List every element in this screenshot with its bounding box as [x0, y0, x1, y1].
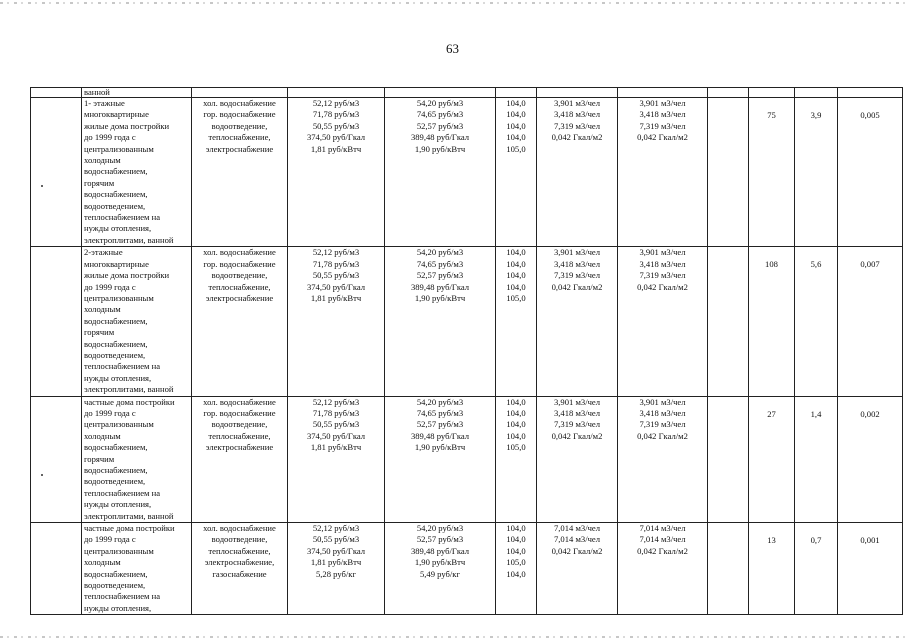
category-line: холодным	[84, 304, 121, 315]
norm-new-line: 3,418 м3/чел	[639, 407, 686, 418]
tariff-old-line: 52,12 руб/м3	[312, 98, 360, 108]
share-cell: 5,6	[795, 247, 838, 396]
index-line: 104,0	[506, 109, 526, 120]
value-cell: 0,007	[838, 247, 903, 396]
index-line: 104,0	[506, 534, 526, 545]
category-line: водоотведением,	[84, 476, 146, 487]
norm-new-line: 3,901 м3/чел	[639, 247, 686, 258]
tariff-new-cell	[385, 523, 496, 615]
index-line: 104,0	[506, 120, 526, 131]
norm-old-line: 0,042 Гкал/м2	[551, 430, 603, 441]
norm-old-line: 3,901 м3/чел	[553, 98, 601, 108]
marker-cell	[31, 523, 82, 615]
norm-old-line: 0,042 Гкал/м2	[551, 545, 603, 556]
services-line: теплоснабжение,	[208, 132, 271, 143]
services-cell	[192, 396, 288, 522]
category-line: до 1999 года с	[84, 132, 136, 143]
empty-cell	[708, 523, 749, 615]
category-line: 1- этажные	[84, 98, 125, 108]
marker-cell	[31, 98, 82, 247]
empty-cell	[708, 247, 749, 396]
index-cell	[496, 247, 537, 396]
tariff-new-cell	[385, 98, 496, 247]
marker-cell	[31, 88, 82, 98]
count-cell: 108	[749, 247, 795, 396]
table-row	[31, 98, 903, 247]
tariff-old-line: 374,50 руб/Гкал	[306, 430, 366, 441]
category-line: холодным	[84, 557, 121, 568]
tariff-old-line: 50,55 руб/м3	[312, 120, 360, 131]
continuation-row	[31, 88, 903, 98]
tariff-new-line: 52,57 руб/м3	[416, 534, 464, 545]
category-line: многоквартирные	[84, 109, 149, 120]
index-line: 104,0	[506, 270, 526, 281]
index-line: 105,0	[506, 292, 526, 303]
norm-old-cell	[537, 396, 618, 522]
norm-old-line: 7,319 м3/чел	[553, 270, 601, 281]
table-row	[31, 247, 903, 396]
tariff-old-line: 1,81 руб/кВтч	[310, 557, 362, 568]
services-line: хол. водоснабжение	[203, 247, 276, 258]
tariff-old-line: 50,55 руб/м3	[312, 534, 360, 545]
category-line: водоснабжением,	[84, 166, 148, 177]
tariff-new-line: 74,65 руб/м3	[416, 258, 464, 269]
scan-dot	[41, 474, 43, 476]
index-line: 104,0	[506, 281, 526, 292]
tariff-old-line: 5,28 руб/кг	[315, 568, 356, 579]
category-line: водоотведением,	[84, 200, 146, 211]
services-line: электроснабжение,	[204, 557, 275, 568]
share-cell: 0,7	[795, 523, 838, 615]
index-line: 104,0	[506, 523, 526, 534]
category-line: водоснабжением,	[84, 315, 148, 326]
services-line: хол. водоснабжение	[203, 98, 276, 108]
tariff-new-line: 74,65 руб/м3	[416, 109, 464, 120]
norm-old-line: 3,901 м3/чел	[553, 247, 601, 258]
category-line: горячим	[84, 327, 115, 338]
norm-new-line: 7,319 м3/чел	[639, 270, 686, 281]
services-cell	[192, 98, 288, 247]
tariff-new-line: 54,20 руб/м3	[416, 247, 464, 258]
table-row	[31, 523, 903, 615]
services-line: теплоснабжение,	[208, 430, 271, 441]
category-line: теплоснабжением на	[84, 487, 161, 498]
norm-new-line: 0,042 Гкал/м2	[637, 132, 688, 143]
category-line: водоотведением,	[84, 580, 146, 591]
norm-old-line: 3,418 м3/чел	[553, 407, 601, 418]
value-cell: 0,001	[838, 523, 903, 615]
tariff-old-cell	[288, 523, 385, 615]
category-line: водоснабжением,	[84, 465, 148, 475]
norm-old-line: 7,014 м3/чел	[553, 523, 601, 534]
category-line: централизованным	[84, 292, 154, 303]
index-line: 105,0	[506, 442, 526, 453]
category-line: водоснабжением,	[84, 189, 148, 200]
norm-old-line: 7,319 м3/чел	[553, 120, 601, 131]
tariff-old-line: 71,78 руб/м3	[312, 258, 360, 269]
services-line: хол. водоснабжение	[203, 396, 276, 407]
tariff-old-line: 52,12 руб/м3	[312, 247, 360, 258]
category-line: до 1999 года с	[84, 407, 136, 418]
tariff-old-line: 374,50 руб/Гкал	[306, 281, 366, 292]
share-cell: 3,9	[795, 98, 838, 247]
norm-new-cell	[618, 247, 708, 396]
norm-new-line: 0,042 Гкал/м2	[637, 281, 688, 292]
marker-cell	[31, 396, 82, 522]
tariff-new-line: 1,90 руб/кВтч	[414, 143, 466, 154]
tariff-new-line: 5,49 руб/кг	[419, 568, 460, 579]
category-line: теплоснабжением на	[84, 591, 161, 602]
tariff-new-cell	[385, 247, 496, 396]
tariff-new-line: 1,90 руб/кВтч	[414, 557, 466, 568]
index-line: 104,0	[506, 247, 526, 258]
category-line: частные дома постройки	[84, 523, 175, 534]
category-line: водоснабжением,	[84, 442, 148, 453]
value-cell: 0,005	[838, 98, 903, 247]
category-line: многоквартирные	[84, 258, 149, 269]
services-line: электроснабжение	[205, 442, 274, 453]
count-cell: 13	[749, 523, 795, 615]
table-body	[31, 88, 903, 615]
index-line: 104,0	[506, 419, 526, 430]
tariff-new-line: 54,20 руб/м3	[416, 523, 464, 534]
category-line: до 1999 года с	[84, 281, 136, 292]
tariff-old-cell	[288, 98, 385, 247]
category-line: жилые дома постройки	[84, 120, 170, 131]
tariff-old-line: 71,78 руб/м3	[312, 109, 360, 120]
services-line: водоотведение,	[211, 534, 268, 545]
norm-new-cell	[618, 396, 708, 522]
category-line: нужды отопления,	[84, 499, 152, 510]
category-line: горячим	[84, 177, 115, 188]
services-line: теплоснабжение,	[208, 281, 271, 292]
norm-old-cell	[537, 247, 618, 396]
category-line: электроплитами, ванной	[84, 384, 174, 395]
category-line: холодным	[84, 155, 121, 166]
category-line: нужды отопления,	[84, 602, 152, 613]
empty-cell	[708, 396, 749, 522]
category-cell	[82, 396, 192, 522]
services-line: водоотведение,	[211, 419, 268, 430]
tariff-new-line: 389,48 руб/Гкал	[410, 545, 470, 556]
index-line: 104,0	[506, 98, 526, 108]
index-line: 105,0	[506, 557, 526, 568]
services-cell	[192, 247, 288, 396]
tariff-old-line: 52,12 руб/м3	[312, 523, 360, 534]
tariff-old-cell	[288, 247, 385, 396]
index-cell	[496, 396, 537, 522]
index-line: 104,0	[506, 132, 526, 143]
tariff-new-line: 52,57 руб/м3	[416, 419, 464, 430]
category-line: теплоснабжением на	[84, 361, 161, 372]
category-line: до 1999 года с	[84, 534, 136, 545]
norm-old-line: 0,042 Гкал/м2	[551, 281, 603, 292]
empty-cell	[708, 98, 749, 247]
tariff-new-line: 54,20 руб/м3	[416, 98, 464, 108]
index-line: 104,0	[506, 258, 526, 269]
services-line: гор. водоснабжение	[203, 407, 276, 418]
value-cell: 0,002	[838, 396, 903, 522]
tariff-new-line: 52,57 руб/м3	[416, 270, 464, 281]
marker-cell	[31, 247, 82, 396]
tariff-old-line: 1,81 руб/кВтч	[310, 442, 362, 453]
services-line: гор. водоснабжение	[203, 109, 276, 120]
tariff-table	[30, 87, 903, 615]
category-cell	[82, 247, 192, 396]
tariff-old-cell	[288, 396, 385, 522]
category-line: теплоснабжением на	[84, 212, 161, 223]
tariff-old-line: 71,78 руб/м3	[312, 407, 360, 418]
category-line: электроплитами, ванной	[84, 234, 174, 245]
index-cell	[496, 523, 537, 615]
category-line: горячим	[84, 453, 115, 464]
tariff-new-line: 52,57 руб/м3	[416, 120, 464, 131]
norm-new-line: 3,418 м3/чел	[639, 258, 686, 269]
services-line: электроснабжение	[205, 292, 274, 303]
norm-new-line: 3,901 м3/чел	[639, 396, 686, 407]
category-line: нужды отопления,	[84, 372, 152, 383]
services-line: теплоснабжение,	[208, 545, 271, 556]
services-line: хол. водоснабжение	[203, 523, 276, 534]
services-cell	[192, 523, 288, 615]
services-line: гор. водоснабжение	[203, 258, 276, 269]
norm-old-line: 3,901 м3/чел	[553, 396, 601, 407]
tariff-old-line: 1,81 руб/кВтч	[310, 143, 362, 154]
page-number: 63	[446, 41, 459, 56]
norm-old-cell	[537, 523, 618, 615]
category-line: нужды отопления,	[84, 223, 152, 234]
tariff-old-line: 374,50 руб/Гкал	[306, 545, 366, 556]
tariff-new-line: 1,90 руб/кВтч	[414, 292, 466, 303]
norm-old-line: 7,014 м3/чел	[553, 534, 601, 545]
tariff-old-line: 1,81 руб/кВтч	[310, 292, 362, 303]
norm-old-cell	[537, 98, 618, 247]
norm-new-line: 7,319 м3/чел	[639, 120, 686, 131]
services-line: водоотведение,	[211, 120, 268, 131]
scan-top-edge	[0, 2, 905, 4]
tariff-old-line: 50,55 руб/м3	[312, 270, 360, 281]
norm-new-line: 7,319 м3/чел	[639, 419, 686, 430]
scan-bottom-edge	[0, 636, 905, 638]
services-line: газоснабжение	[212, 568, 267, 579]
norm-old-line: 3,418 м3/чел	[553, 258, 601, 269]
norm-new-line: 3,901 м3/чел	[639, 98, 686, 108]
tariff-new-cell	[385, 396, 496, 522]
index-line: 105,0	[506, 143, 526, 154]
index-line: 104,0	[506, 568, 526, 579]
tariff-old-line: 52,12 руб/м3	[312, 396, 360, 407]
category-line: водоснабжением,	[84, 568, 148, 579]
scan-dot	[41, 185, 43, 187]
index-line: 104,0	[506, 396, 526, 407]
continuation-text: ванной	[82, 88, 192, 98]
category-line: 2-этажные	[84, 247, 123, 258]
category-line: централизованным	[84, 143, 154, 154]
category-line: жилые дома постройки	[84, 270, 170, 281]
norm-new-line: 3,418 м3/чел	[639, 109, 686, 120]
category-line: централизованным	[84, 545, 154, 556]
share-cell: 1,4	[795, 396, 838, 522]
category-line: электроплитами, ванной	[84, 510, 174, 521]
tariff-new-line: 1,90 руб/кВтч	[414, 442, 466, 453]
norm-new-line: 0,042 Гкал/м2	[637, 545, 688, 556]
norm-new-line: 7,014 м3/чел	[639, 534, 686, 545]
norm-old-line: 3,418 м3/чел	[553, 109, 601, 120]
tariff-new-line: 389,48 руб/Гкал	[410, 132, 470, 143]
services-line: электроснабжение	[205, 143, 274, 154]
norm-old-line: 7,319 м3/чел	[553, 419, 601, 430]
category-line: холодным	[84, 430, 121, 441]
category-cell	[82, 98, 192, 247]
services-line: водоотведение,	[211, 270, 268, 281]
category-line: частные дома постройки	[84, 396, 175, 407]
table-row	[31, 396, 903, 522]
category-line: водоснабжением,	[84, 338, 148, 349]
category-cell	[82, 523, 192, 615]
tariff-old-line: 50,55 руб/м3	[312, 419, 360, 430]
tariff-old-line: 374,50 руб/Гкал	[306, 132, 366, 143]
norm-new-cell	[618, 523, 708, 615]
tariff-new-line: 389,48 руб/Гкал	[410, 430, 470, 441]
count-cell: 27	[749, 396, 795, 522]
tariff-new-line: 389,48 руб/Гкал	[410, 281, 470, 292]
index-cell	[496, 98, 537, 247]
norm-new-line: 7,014 м3/чел	[639, 523, 686, 534]
index-line: 104,0	[506, 430, 526, 441]
norm-new-cell	[618, 98, 708, 247]
norm-old-line: 0,042 Гкал/м2	[551, 132, 603, 143]
count-cell: 75	[749, 98, 795, 247]
index-line: 104,0	[506, 545, 526, 556]
index-line: 104,0	[506, 407, 526, 418]
category-line: водоотведением,	[84, 349, 146, 360]
tariff-new-line: 54,20 руб/м3	[416, 396, 464, 407]
category-line: централизованным	[84, 419, 154, 430]
norm-new-line: 0,042 Гкал/м2	[637, 430, 688, 441]
tariff-new-line: 74,65 руб/м3	[416, 407, 464, 418]
